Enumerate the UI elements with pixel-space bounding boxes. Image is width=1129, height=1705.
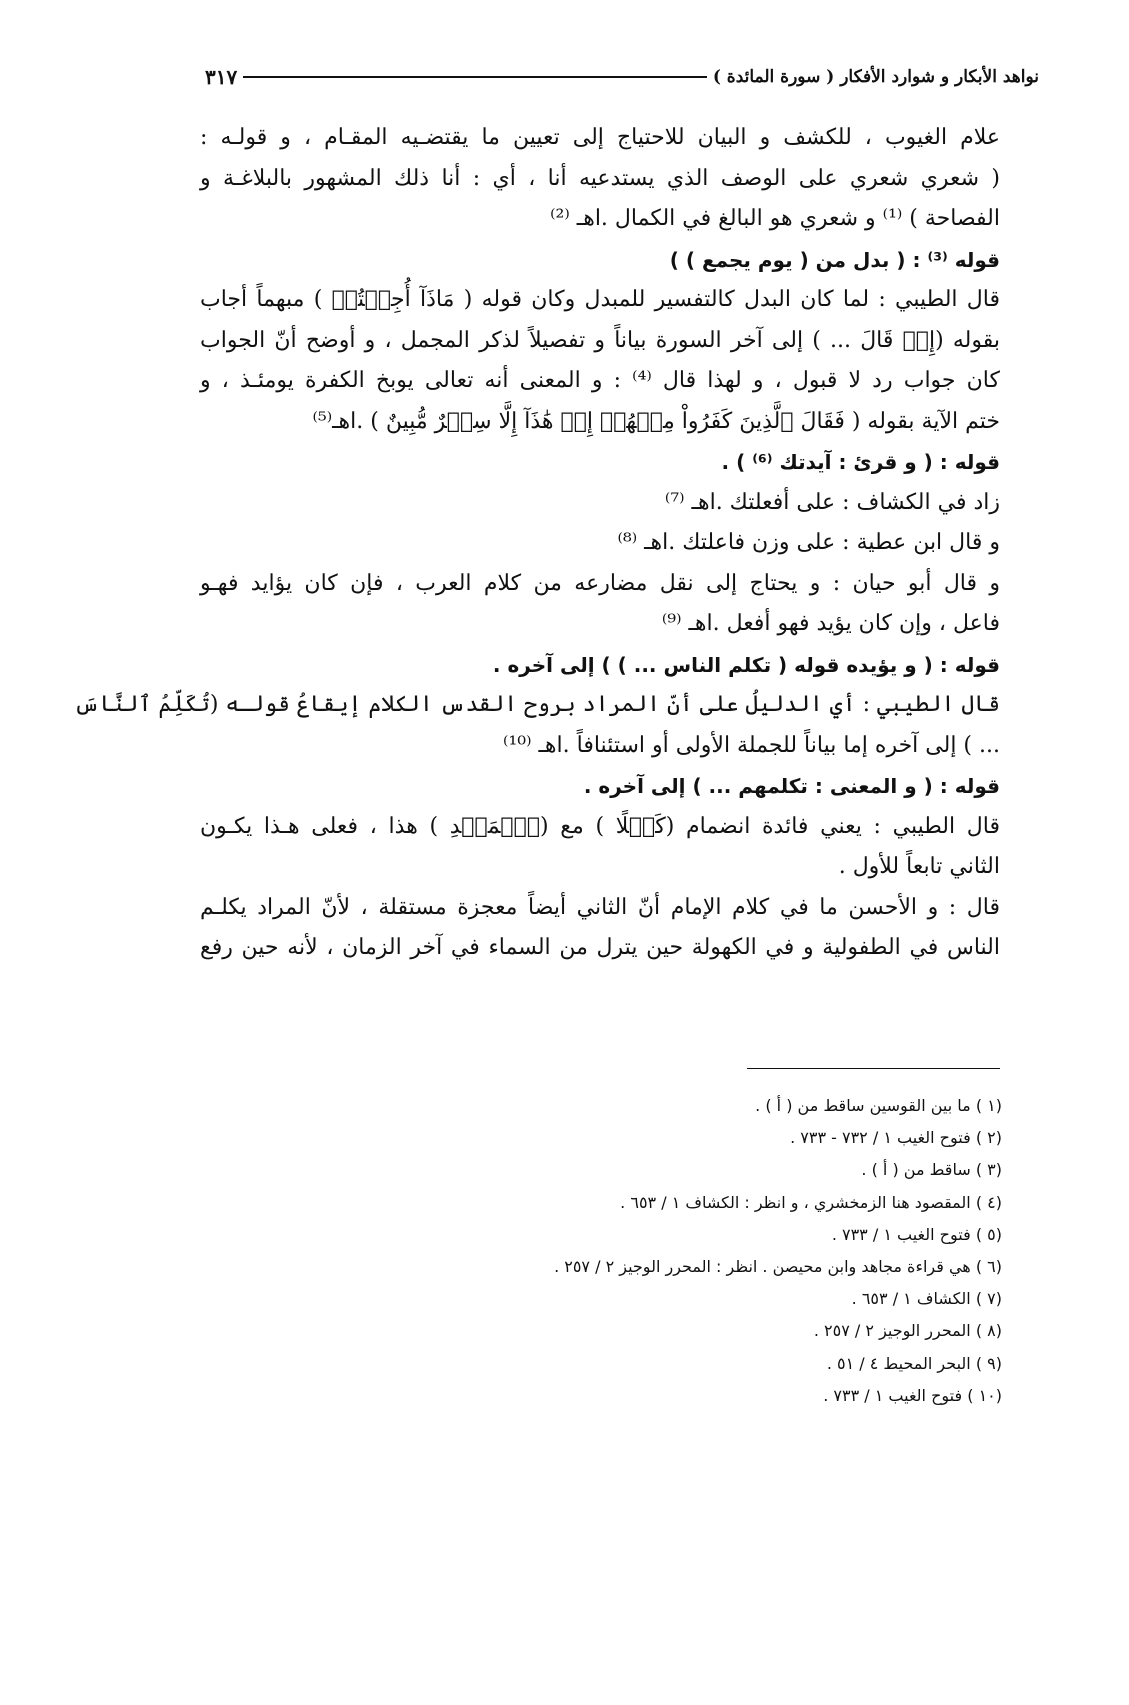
footnote: (١٠ ) فتوح الغيب ١ / ٧٣٣ . (823, 1385, 1002, 1405)
text-line: قال الطيبي : يعني فائدة انضمام (كَهۡلًا ) مع (ٱلۡمَهۡدِ ) هذا ، فعلى هـذا يكـون (200, 813, 1000, 839)
section-heading: قوله : ( و قرئ : آيدتك ⁽⁶⁾ ) . (721, 450, 1000, 474)
text-line: قال : و الأحسن ما في كلام الإمام أنّ الثاني أيضاً معجزة مستقلة ، لأنّ المراد يكلـم (200, 894, 1000, 920)
section-heading: قوله : ( و المعنى : تكلمهم ... ) إلى آخره . (583, 774, 1000, 798)
header-rule (243, 76, 707, 78)
footnote: (٤ ) المقصود هنا الزمخشري ، و انظر : الكشاف ١ / ٦٥٣ . (620, 1192, 1002, 1212)
footnote: (٥ ) فتوح الغيب ١ / ٧٣٣ . (831, 1224, 1002, 1244)
text-line: علام الغيوب ، للكشف و البيان للاحتياج إلى تعيين ما يقتضـيه المقـام ، و قولـه : (200, 125, 1000, 150)
footnote: (٧ ) الكشاف ١ / ٦٥٣ . (851, 1289, 1002, 1309)
text-line: فاعل ، وإن كان يؤيد فهو أفعل .اهـ ⁽⁹⁾ (661, 611, 1000, 636)
text-line: زاد في الكشاف : على أفعلتك .اهـ ⁽⁷⁾ (664, 489, 1000, 515)
text-line: الناس في الطفولية و في الكهولة حين يترل من السماء في آخر الزمان ، لأنه حين رفع (200, 935, 1000, 960)
text-line: بقوله (إِذۡ قَالَ ... ) إلى آخر السورة بياناً و تفصيلاً لذكر المجمل ، و أوضح أنّ الجواب (200, 327, 1000, 353)
header-title: نواهد الأبكار و شوارد الأفكار ( سورة المائدة ) (712, 67, 1039, 87)
text-line: الثاني تابعاً للأول . (838, 854, 1000, 879)
text-line: ( شعري شعري على الوصف الذي يستدعيه أنا ، أي : أنا ذلك المشهور بالبلاغـة و (200, 165, 1001, 191)
running-header (205, 62, 1039, 92)
text-line: الفصاحة ) ⁽¹⁾ و شعري هو البالغ في الكمال .اهـ ⁽²⁾ (550, 206, 1000, 231)
page-number: ٣١٧ (205, 65, 238, 89)
text-line: ختم الآية بقوله ( فَقَالَ ٱلَّذِينَ كَفَرُواْ مِنۡهُمۡ إِنۡ هَٰذَآ إِلَّا سِحۡرٌ مُّبِينٌ ) .اهـ⁽⁵⁾ (312, 408, 1000, 434)
footnote: (٩ ) البحر المحيط ٤ / ٥١ . (826, 1353, 1002, 1373)
footnotes (200, 1090, 1002, 1412)
main-text (73, 118, 1001, 969)
text-line: و قال أبو حيان : و يحتاج إلى نقل مضارعه من كلام العرب ، فإن كان يؤايد فهـو (200, 570, 1000, 596)
text-line: قال الطيبي : أي الدليلُ على أنّ المراد بروح القدس الكلام إيقاعُ قولـه (تُكَلِّمُ ٱلنَّاسَ (73, 692, 1000, 717)
section-heading: قوله ⁽³⁾ : ( بدل من ( يوم يجمع ) ) (669, 247, 1000, 272)
text-line: كان جواب رد لا قبول ، و لهذا قال ⁽⁴⁾ : و المعنى أنه تعالى يوبخ الكفرة يومئـذ ، و (200, 368, 1000, 393)
section-heading: قوله : ( و يؤيده قوله ( تكلم الناس ... ) ) إلى آخره . (492, 652, 1000, 677)
text-line: ... ) إلى آخره إما بياناً للجملة الأولى أو استئنافاً .اهـ ⁽¹⁰⁾ (503, 732, 1000, 758)
footnote: (٢ ) فتوح الغيب ١ / ٧٣٢ - ٧٣٣ . (790, 1128, 1002, 1148)
footnote: (٣ ) ساقط من ( أ ) . (861, 1160, 1002, 1180)
footnote: (٦ ) هي قراءة مجاهد وابن محيصن . انظر : المحرر الوجيز ٢ / ٢٥٧ . (554, 1256, 1002, 1276)
footnote-separator (747, 1068, 1000, 1069)
footnote: (١ ) ما بين القوسين ساقط من ( أ ) . (755, 1096, 1002, 1115)
text-line: و قال ابن عطية : على وزن فاعلتك .اهـ ⁽⁸⁾ (617, 530, 1000, 555)
footnote: (٨ ) المحرر الوجيز ٢ / ٢٥٧ . (813, 1321, 1002, 1341)
text-line: قال الطيبي : لما كان البدل كالتفسير للمبدل وكان قوله ( مَاذَآ أُجِبۡتُمۡ ) مبهماً أجاب (200, 287, 1000, 312)
